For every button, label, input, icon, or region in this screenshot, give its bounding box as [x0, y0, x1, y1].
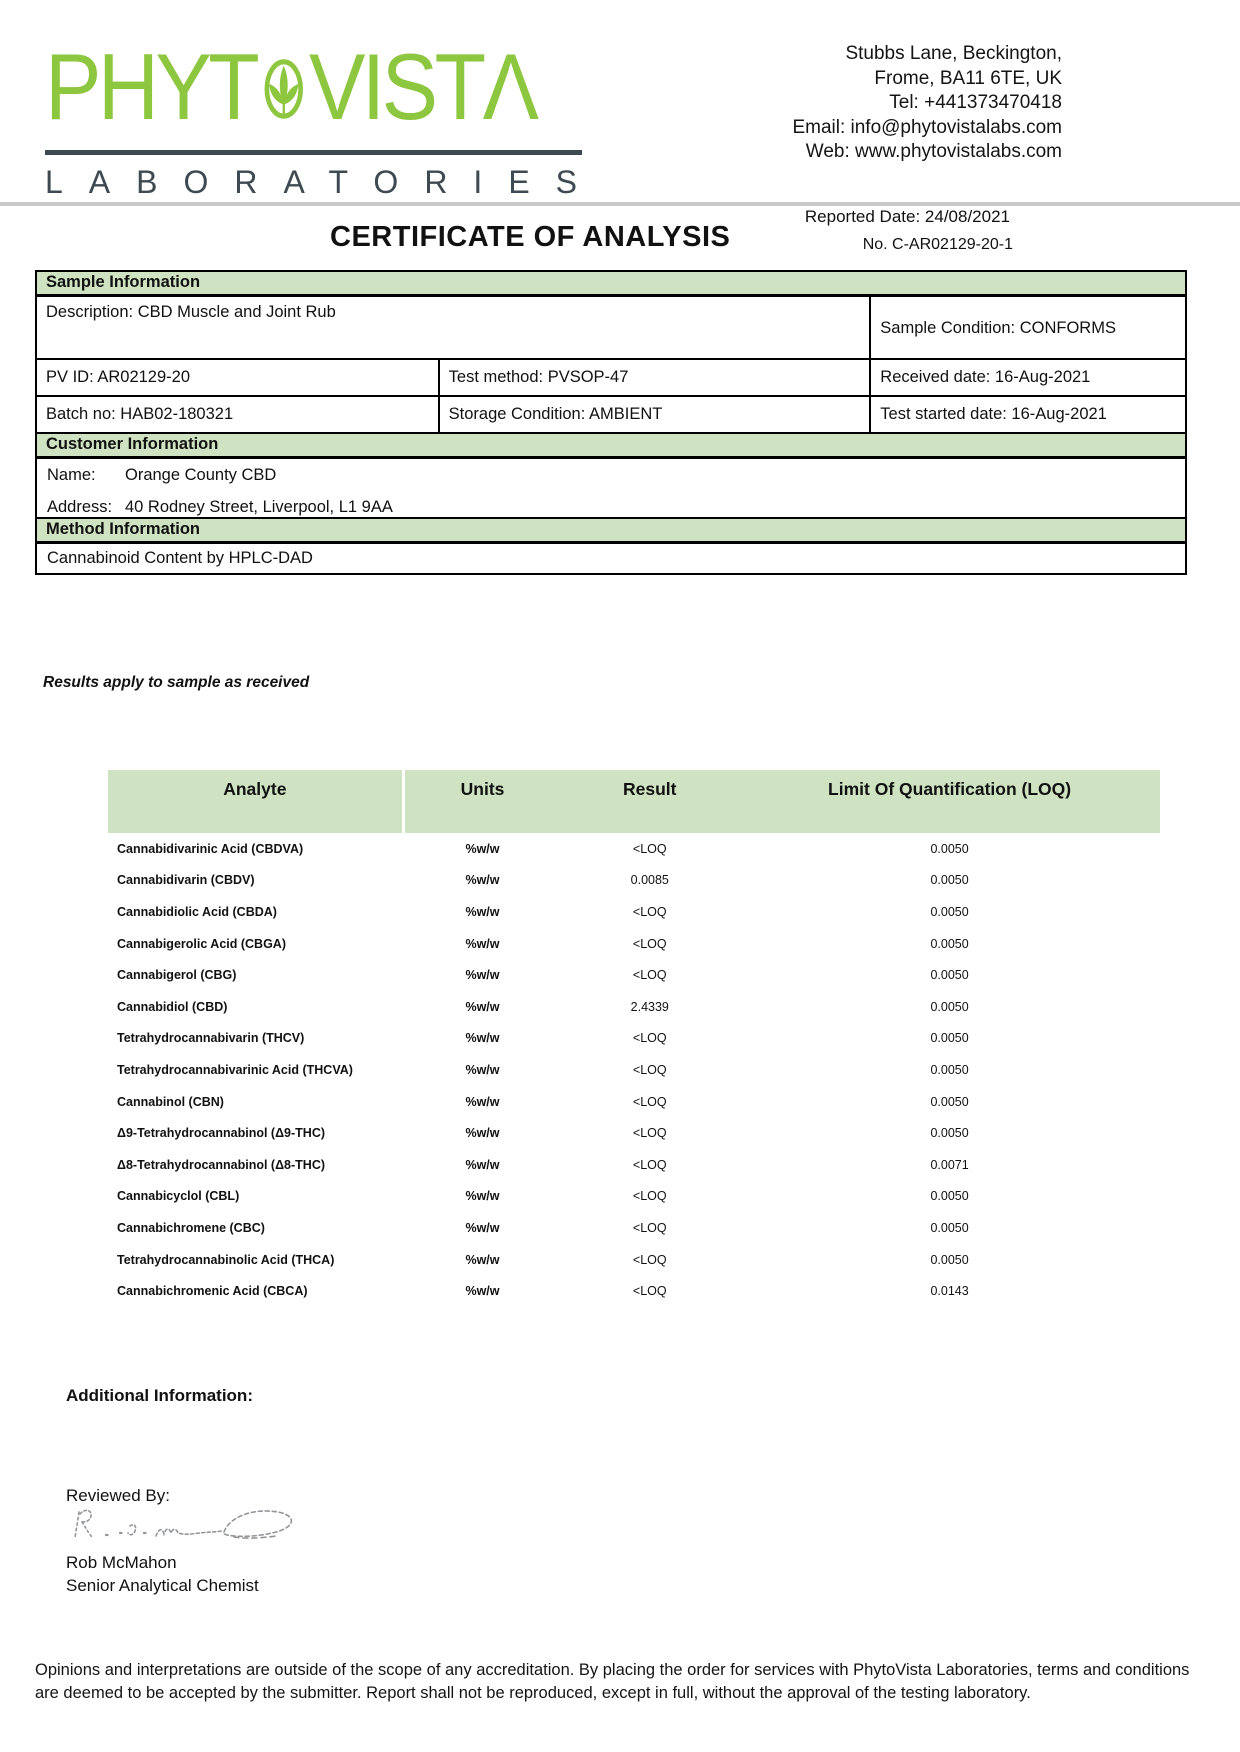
col-header-loq: Limit Of Quantification (LOQ): [828, 779, 1072, 799]
sample-information-body: [35, 295, 1187, 434]
customer-name-value: Orange County CBD: [125, 466, 277, 484]
table-cell-loq: 0.0143: [930, 1284, 969, 1299]
table-cell-result: <LOQ: [632, 936, 667, 951]
table-cell-loq: 0.0050: [930, 1031, 969, 1046]
signature: [68, 1504, 308, 1554]
sample-condition-cell: Sample Condition: CONFORMS: [869, 297, 1185, 358]
table-cell-analyte: Cannabidiol (CBD): [117, 999, 228, 1014]
logo-divider: [45, 150, 582, 155]
table-cell-units: %w/w: [465, 1189, 500, 1204]
results-note: Results apply to sample as received: [43, 674, 310, 691]
table-row: [108, 833, 1160, 865]
col-header-units: Units: [460, 779, 505, 799]
leaf-icon: [263, 43, 305, 135]
section-header-sample-information: Sample Information: [35, 270, 1187, 297]
table-cell-units: %w/w: [465, 1220, 500, 1235]
table-cell-analyte: Tetrahydrocannabinolic Acid (THCA): [117, 1252, 335, 1267]
results-table-body: [108, 833, 1160, 1307]
table-cell-units: %w/w: [465, 1284, 500, 1299]
method-information-body: Cannabinoid Content by HPLC-DAD: [35, 542, 1187, 575]
table-cell-analyte: Cannabidivarinic Acid (CBDVA): [117, 841, 304, 856]
logo-subtitle: LABORATORIES: [45, 164, 603, 200]
table-cell-units: %w/w: [465, 1126, 500, 1141]
table-row: [108, 1054, 1160, 1086]
table-cell-result: 2.4339: [630, 999, 669, 1014]
table-cell-result: <LOQ: [632, 1157, 667, 1172]
table-cell-units: %w/w: [465, 936, 500, 951]
additional-info-label: Additional Information:: [66, 1386, 253, 1405]
table-cell-loq: 0.0050: [930, 1252, 969, 1267]
table-cell-loq: 0.0050: [930, 1220, 969, 1235]
description-cell: Description: CBD Muscle and Joint Rub: [46, 303, 336, 321]
reported-date: Reported Date: 24/08/2021: [804, 207, 1010, 226]
table-cell-units: %w/w: [465, 1252, 500, 1267]
table-row: [108, 896, 1160, 928]
reviewer-name: Rob McMahon: [66, 1553, 177, 1572]
address-line-1: Stubbs Lane, Beckington,: [845, 43, 1062, 64]
table-cell-loq: 0.0050: [930, 936, 969, 951]
table-cell-analyte: Cannabigerolic Acid (CBGA): [117, 936, 286, 951]
table-cell-analyte: Cannabinol (CBN): [117, 1094, 224, 1109]
section-header-method-information: Method Information: [35, 517, 1187, 544]
table-cell-loq: 0.0050: [930, 999, 969, 1014]
table-cell-loq: 0.0050: [930, 1189, 969, 1204]
table-cell-loq: 0.0050: [930, 904, 969, 919]
table-row: [108, 1275, 1160, 1307]
table-row: [108, 1149, 1160, 1181]
table-row: [108, 959, 1160, 991]
logo-text-part2: VISTΛ: [308, 34, 536, 139]
customer-information-body: [35, 457, 1187, 519]
col-header-analyte: Analyte: [108, 770, 405, 833]
table-row: [108, 1212, 1160, 1244]
table-cell-result: <LOQ: [632, 1284, 667, 1299]
table-cell-result: <LOQ: [632, 1126, 667, 1141]
table-cell-loq: 0.0050: [930, 1094, 969, 1109]
logo-wordmark: [45, 28, 536, 146]
table-cell-loq: 0.0050: [930, 873, 969, 888]
reviewer-title: Senior Analytical Chemist: [66, 1576, 259, 1595]
batch-no-cell: Batch no: HAB02-180321: [46, 405, 234, 423]
results-table-header: [108, 770, 1160, 833]
customer-name-label: Name:: [47, 466, 96, 484]
table-row: [108, 1244, 1160, 1276]
customer-address-label: Address:: [47, 498, 113, 516]
logo-text-part1: PHYT: [45, 34, 257, 139]
table-cell-units: %w/w: [465, 873, 500, 888]
table-cell-result: <LOQ: [632, 1094, 667, 1109]
table-cell-result: <LOQ: [632, 1220, 667, 1235]
table-cell-analyte: Tetrahydrocannabivarin (THCV): [117, 1031, 305, 1046]
phone-line: Tel: +441373470418: [889, 92, 1062, 113]
table-row: [108, 1023, 1160, 1055]
col-header-result: Result: [623, 779, 677, 799]
contact-block: [792, 42, 1062, 165]
address-line-2: Frome, BA11 6TE, UK: [874, 67, 1062, 89]
table-cell-analyte: Tetrahydrocannabivarinic Acid (THCVA): [117, 1062, 353, 1077]
table-cell-analyte: Δ8-Tetrahydrocannabinol (Δ8-THC): [117, 1157, 326, 1172]
reviewed-by-label: Reviewed By:: [66, 1486, 170, 1505]
table-cell-result: <LOQ: [632, 841, 667, 856]
table-row: [108, 865, 1160, 897]
table-cell-units: %w/w: [465, 1031, 500, 1046]
table-row: [108, 1086, 1160, 1118]
table-cell-loq: 0.0050: [930, 841, 969, 856]
pv-id-cell: PV ID: AR02129-20: [46, 368, 191, 386]
table-cell-result: 0.0085: [630, 873, 669, 888]
table-cell-loq: 0.0050: [930, 1126, 969, 1141]
table-row: [108, 991, 1160, 1023]
table-cell-analyte: Cannabidiolic Acid (CBDA): [117, 904, 277, 919]
table-cell-units: %w/w: [465, 999, 500, 1014]
table-cell-units: %w/w: [465, 904, 500, 919]
table-row: [108, 1181, 1160, 1213]
customer-address-value: 40 Rodney Street, Liverpool, L1 9AA: [125, 498, 393, 516]
email-line: Email: info@phytovistalabs.com: [792, 116, 1062, 138]
table-cell-analyte: Cannabicyclol (CBL): [117, 1189, 240, 1204]
table-cell-loq: 0.0071: [930, 1157, 969, 1172]
table-cell-units: %w/w: [465, 968, 500, 983]
page-divider: [0, 202, 1240, 206]
table-cell-result: <LOQ: [632, 1189, 667, 1204]
table-cell-result: <LOQ: [632, 1252, 667, 1267]
table-cell-analyte: Cannabichromene (CBC): [117, 1220, 265, 1235]
report-number: No. C-AR02129-20-1: [862, 236, 1013, 253]
certificate-title: CERTIFICATE OF ANALYSIS: [330, 221, 731, 253]
storage-condition-cell: Storage Condition: AMBIENT: [438, 397, 870, 432]
info-tables: [35, 270, 1187, 575]
table-row: [108, 1117, 1160, 1149]
results-table: [108, 770, 1160, 1307]
table-cell-analyte: Cannabigerol (CBG): [117, 968, 237, 983]
table-cell-result: <LOQ: [632, 904, 667, 919]
table-cell-analyte: Cannabidivarin (CBDV): [117, 873, 255, 888]
table-cell-loq: 0.0050: [930, 1062, 969, 1077]
table-cell-units: %w/w: [465, 841, 500, 856]
table-cell-analyte: Δ9-Tetrahydrocannabinol (Δ9-THC): [117, 1126, 326, 1141]
received-date-cell: Received date: 16-Aug-2021: [869, 360, 1185, 395]
web-line: Web: www.phytovistalabs.com: [805, 141, 1062, 162]
table-cell-result: <LOQ: [632, 968, 667, 983]
test-started-date-cell: Test started date: 16-Aug-2021: [869, 397, 1185, 432]
table-cell-units: %w/w: [465, 1062, 500, 1077]
logo-block: [45, 28, 603, 201]
table-cell-units: %w/w: [465, 1094, 500, 1109]
table-cell-loq: 0.0050: [930, 968, 969, 983]
table-cell-analyte: Cannabichromenic Acid (CBCA): [117, 1284, 308, 1299]
table-cell-result: <LOQ: [632, 1031, 667, 1046]
table-row: [108, 928, 1160, 960]
table-cell-result: <LOQ: [632, 1062, 667, 1077]
table-cell-units: %w/w: [465, 1157, 500, 1172]
section-header-customer-information: Customer Information: [35, 432, 1187, 459]
footer-disclaimer: Opinions and interpretations are outside of the scope of any accreditation. By placing the order for services with PhytoVista Laboratories, terms and conditions are deemed to be accepted by the submitter. Report shall not be reproduced, except in full, without the approval of the testing laboratory.: [35, 1661, 1190, 1702]
test-method-cell: Test method: PVSOP-47: [438, 360, 870, 395]
